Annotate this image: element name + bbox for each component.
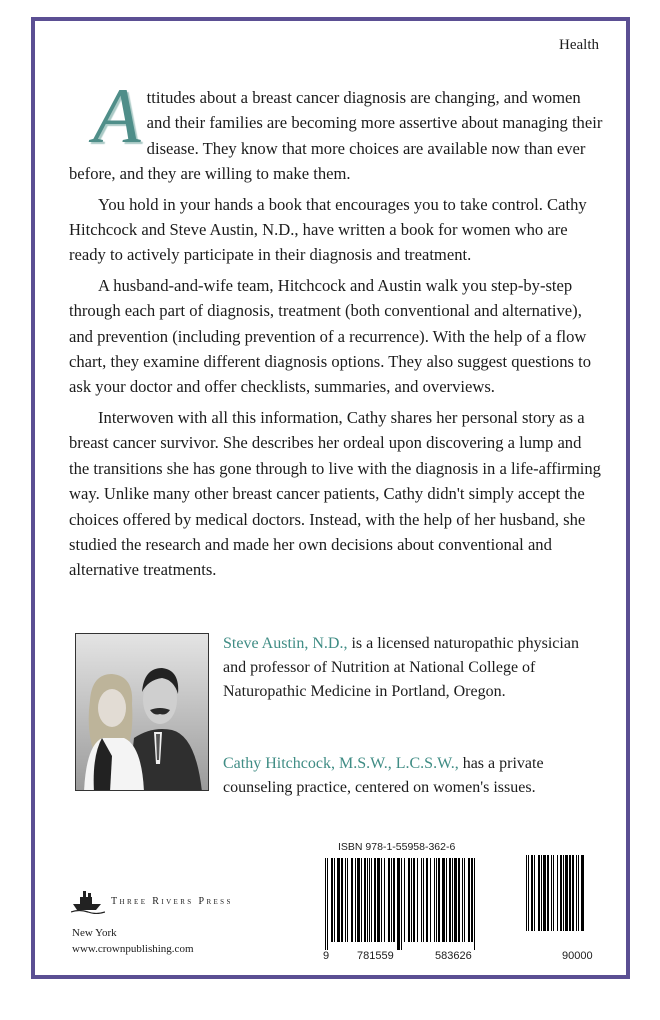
barcode-bars [325, 858, 509, 950]
price-barcode-bars [526, 855, 610, 947]
category-label: Health [559, 37, 599, 53]
publisher-name: Three Rivers Press [111, 895, 233, 907]
isbn-label: ISBN 978-1-55958-362-6 [338, 841, 456, 853]
barcode-digits-left: 781559 [357, 950, 394, 962]
author-bio-cathy-hitchcock: Cathy Hitchcock, M.S.W., L.C.S.W., has a private counseling practice, centered on women's issues. [223, 755, 544, 796]
price-code: 90000 [562, 950, 593, 962]
boat-icon [71, 888, 105, 914]
author-name: Cathy Hitchcock, M.S.W., L.C.S.W., [223, 755, 459, 772]
back-cover [31, 17, 630, 979]
author-photo [75, 633, 209, 791]
author-name: Steve Austin, N.D., [223, 635, 348, 652]
paragraph-1: Attitudes about a breast cancer diagnosis are changing, and women and their families are becoming more assertive about managing their disease. They know that more choices are available now than ever before, and they are willing to make them. [69, 72, 603, 184]
paragraph-4: Interwoven with all this information, Cathy shares her personal story as a breast cancer survivor. She describes her ordeal upon discovering a lump and the transitions she has gone through to live with the diagnosis in a life-affirming way. Unlike many other breast cancer patients, Cathy didn't simply accept the choices offered by medical doctors. Instead, with the help of her husband, she studied the research and made her own decisions about conventional and alternative treatments. [69, 407, 601, 580]
publisher-logo [71, 888, 233, 914]
publisher-url: www.crownpublishing.com [72, 943, 194, 955]
book-description [69, 72, 605, 588]
price-barcode [526, 855, 610, 962]
drop-cap: A [93, 72, 141, 159]
barcode-digit-prefix: 9 [323, 950, 330, 962]
publisher-city: New York [72, 927, 117, 939]
paragraph-3: A husband-and-wife team, Hitchcock and Austin walk you step-by-step through each part of diagnosis, treatment (both conventional and alternative), and prevention (including prevention of a recurrence). With the help of a flow chart, they examine different diagnosis options. They also suggest questions to ask your doctor and offer checklists, summaries, and overviews. [69, 275, 591, 397]
paragraph-2: You hold in your hands a book that encourages you to take control. Cathy Hitchcock and Steve Austin, N.D., have written a book for women who are ready to actively participate in their diagnosis and treatment. [69, 194, 587, 265]
author-bio-steve-austin: Steve Austin, N.D., is a licensed naturopathic physician and professor of Nutrition at National College of Naturopathic Medicine in Portland, Oregon. [223, 635, 579, 700]
barcode-digits-right: 583626 [435, 950, 472, 962]
isbn-barcode [323, 858, 509, 962]
